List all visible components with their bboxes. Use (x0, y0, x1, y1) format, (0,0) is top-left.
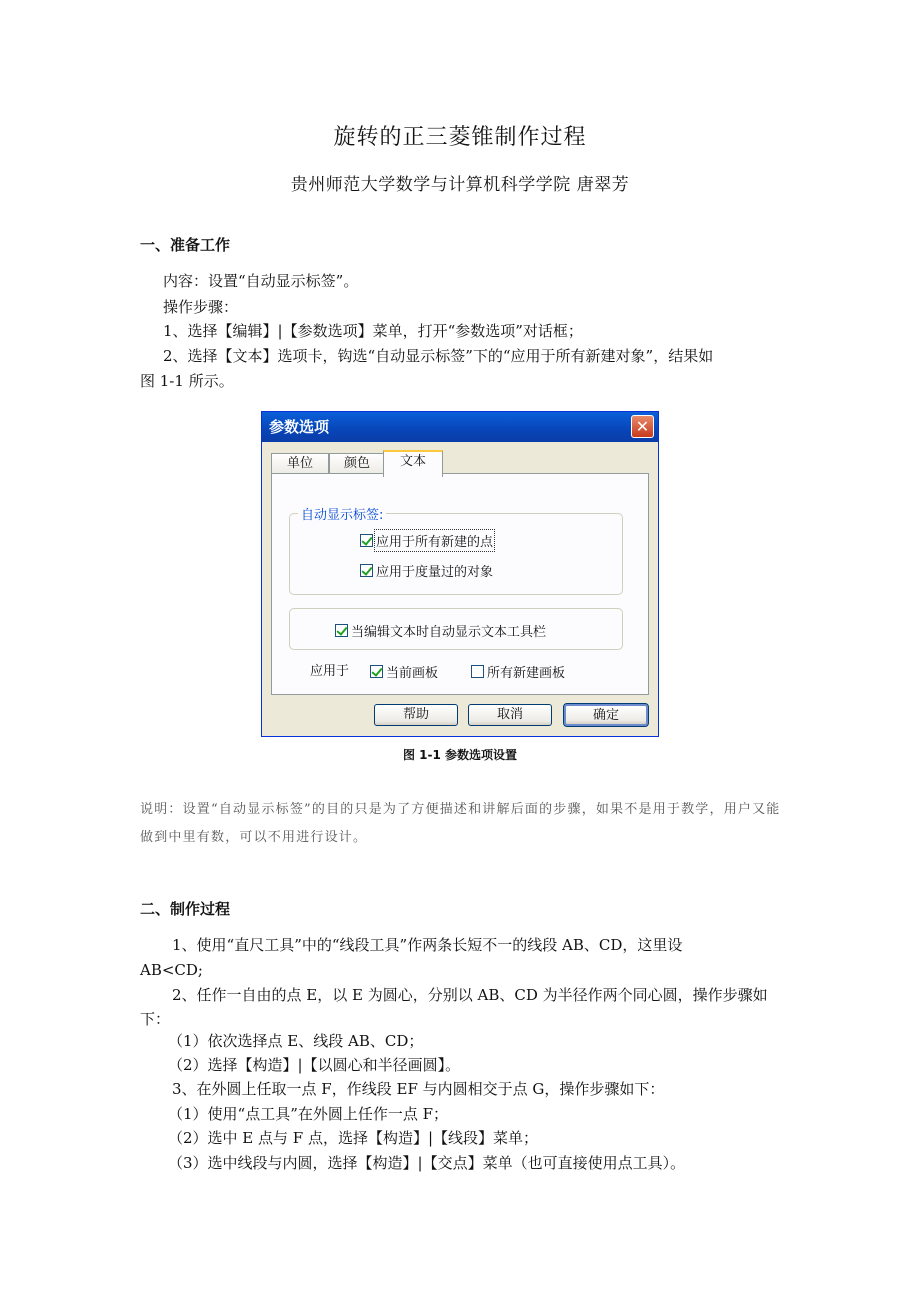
section2-line: （1）依次选择点 E、线段 AB、CD； (168, 1032, 424, 1050)
section2-line: （2）选择【构造】|【以圆心和半径画圆】。 (168, 1056, 461, 1074)
checkbox-new-sketches[interactable] (471, 662, 565, 681)
tab-color[interactable]: 颜色 (329, 453, 385, 474)
dialog-titlebar (262, 412, 658, 442)
section2-line: AB<CD; (140, 961, 203, 979)
auto-label-group (289, 508, 623, 595)
note-text: 说明：设置“自动显示标签”的目的只是为了方便描述和讲解后面的步骤，如果不是用于教学，用户又能做到中里有数，可以不用进行设计。 (140, 802, 781, 845)
section1-line: 2、选择【文本】选项卡，钩选“自动显示标签”下的“应用于所有新建对象”，结果如 (163, 347, 714, 365)
apply-to-text: 应用于 (310, 664, 350, 679)
checkbox-checked-icon (335, 624, 348, 637)
auto-label-group-label: 自动显示标签: (298, 504, 386, 523)
section1-heading: 一、准备工作 (140, 236, 231, 254)
section1-line: 内容：设置“自动显示标签”。 (163, 272, 359, 290)
document-subtitle: 贵州师范大学数学与计算机科学学院 唐翠芳 (290, 175, 630, 195)
cancel-button[interactable]: 取消 (468, 704, 552, 726)
document-title: 旋转的正三菱锥制作过程 (333, 125, 587, 150)
checkbox-label: 当编辑文本时自动显示文本工具栏 (351, 625, 547, 640)
help-button[interactable]: 帮助 (374, 704, 458, 726)
section2-line: （3）选中线段与内圆，选择【构造】|【交点】菜单（也可直接使用点工具）。 (168, 1154, 686, 1172)
section2-line: （2）选中 E 点与 F 点，选择【构造】|【线段】菜单； (168, 1129, 539, 1147)
tab-panel-text (271, 473, 649, 695)
checkbox-label: 应用于度量过的对象 (376, 565, 494, 580)
ok-button[interactable]: 确定 (564, 704, 648, 726)
checkbox-auto-text-toolbar[interactable] (335, 621, 546, 640)
checkbox-checked-icon (370, 665, 383, 678)
checkbox-checked-icon (360, 564, 373, 577)
preferences-dialog (261, 411, 659, 737)
dialog-title: 参数选项 (269, 418, 330, 436)
section2-line: 下： (140, 1010, 171, 1028)
apply-to-label (310, 660, 349, 679)
section1-line: 1、选择【编辑】|【参数选项】菜单，打开“参数选项”对话框； (163, 322, 583, 340)
checkbox-apply-measured[interactable] (360, 561, 493, 580)
section1-line: 操作步骤： (163, 298, 239, 316)
checkbox-label: 所有新建画板 (487, 666, 566, 681)
section2-heading: 二、制作过程 (140, 900, 231, 918)
tab-units[interactable]: 单位 (271, 453, 329, 474)
checkbox-unchecked-icon (471, 665, 484, 678)
checkbox-checked-icon (360, 534, 373, 547)
checkbox-current-sketch[interactable] (370, 662, 438, 681)
toolbar-group (289, 608, 623, 650)
section2-line: 1、使用“直尺工具”中的“线段工具”作两条长短不一的线段 AB、CD，这里设 (172, 936, 683, 954)
checkbox-label: 当前画板 (386, 666, 439, 681)
checkbox-label: 应用于所有新建的点 (376, 531, 493, 550)
tab-text[interactable]: 文本 (383, 450, 443, 477)
figure-caption: 图 1-1 参数选项设置 (402, 748, 518, 762)
close-icon[interactable]: ✕ (631, 415, 654, 438)
checkbox-apply-new-points[interactable] (360, 531, 493, 550)
section1-line: 图 1-1 所示。 (140, 372, 234, 390)
section2-line: 3、在外圆上任取一点 F，作线段 EF 与内圆相交于点 G，操作步骤如下： (172, 1080, 665, 1098)
section2-line: 2、任作一自由的点 E，以 E 为圆心，分别以 AB、CD 为半径作两个同心圆，操作步骤如 (172, 986, 768, 1004)
section2-line: （1）使用“点工具”在外圆上任作一点 F； (168, 1105, 449, 1123)
